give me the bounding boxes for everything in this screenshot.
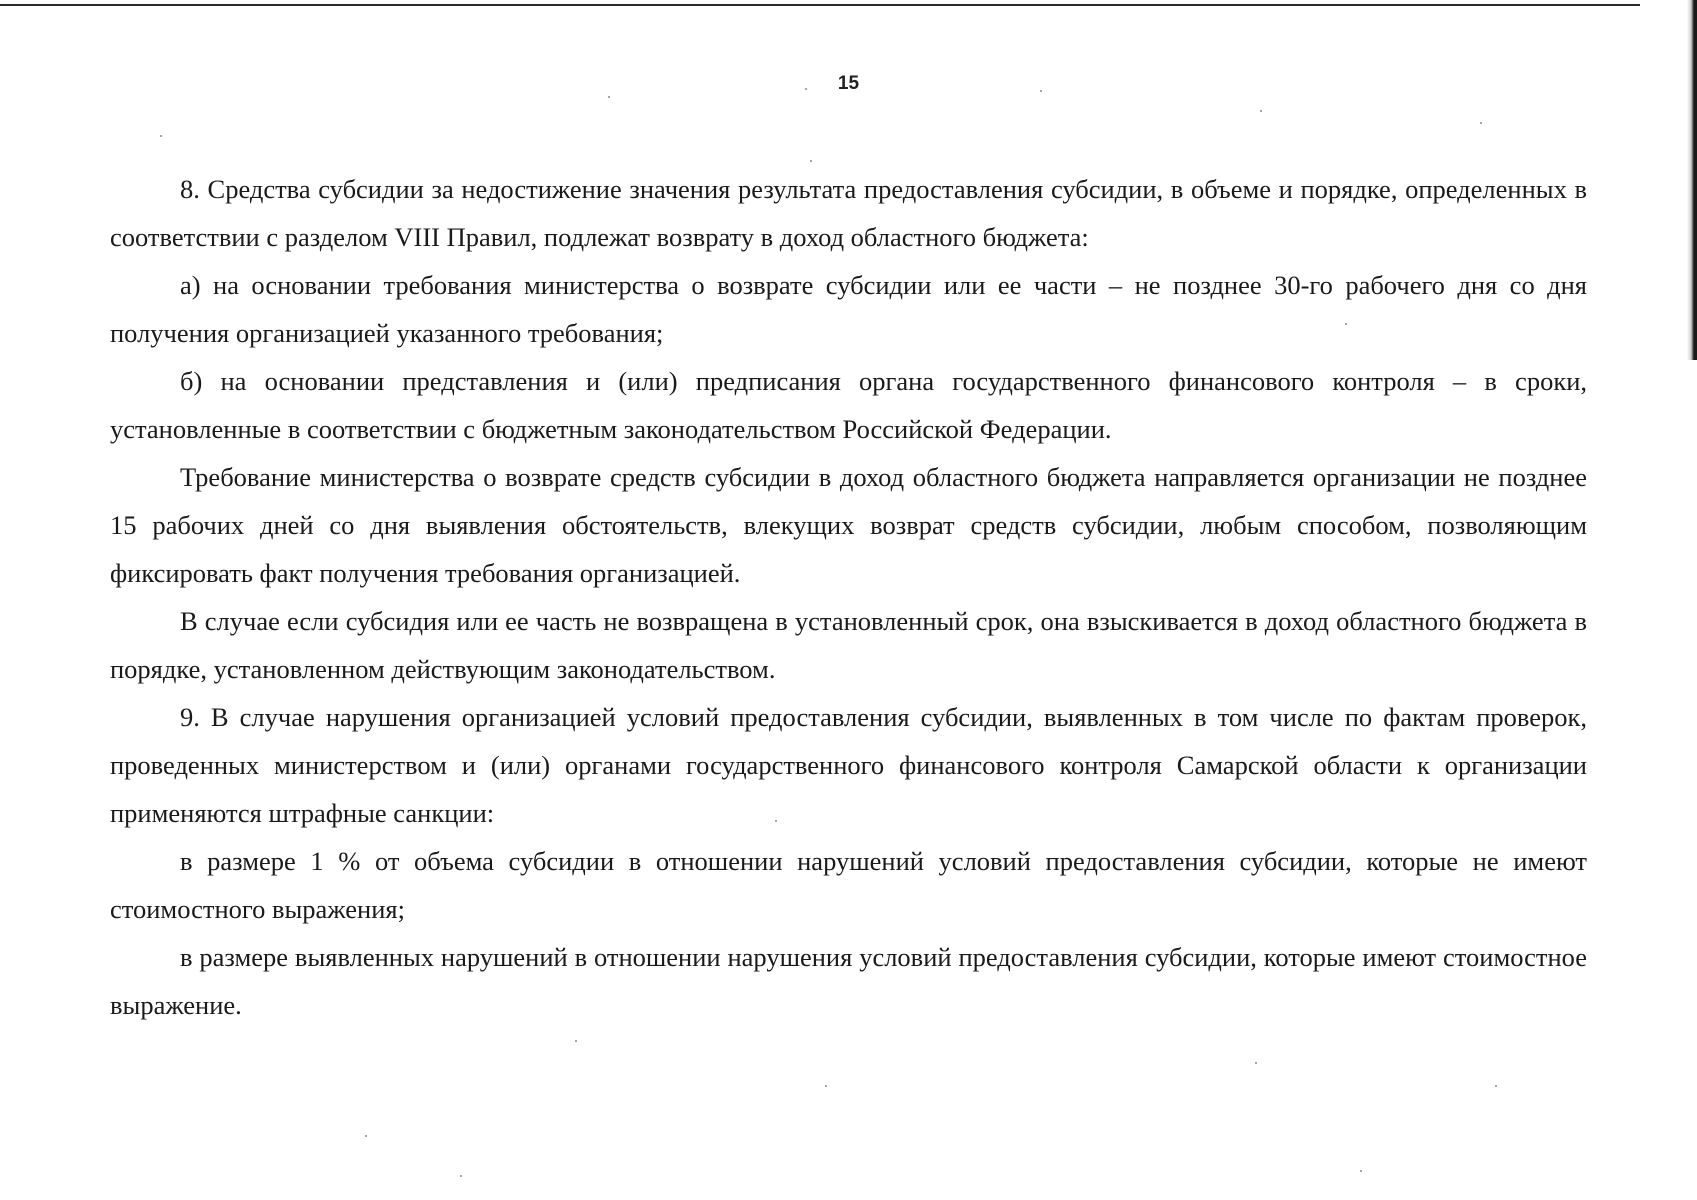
scan-speck — [1345, 323, 1347, 325]
document-body — [110, 165, 1587, 1029]
scan-speck — [160, 135, 162, 137]
top-border-line — [0, 4, 1640, 6]
scan-speck — [805, 88, 807, 90]
scan-speck — [1260, 110, 1262, 112]
page-number: 15 — [837, 73, 860, 94]
paragraph-9: 9. В случае нарушения организацией условий предоставления субсидии, выявленных в том числе по фактам проверок, проведенных министерством и (или) органами государственного финансового контроля Самарской области к организации применяются штрафные санкции: — [110, 702, 1587, 828]
scan-speck — [1495, 1085, 1497, 1087]
right-scan-edge — [1687, 0, 1697, 360]
scan-speck — [575, 1040, 577, 1042]
scan-speck — [1040, 90, 1042, 92]
paragraph-9-penalty-1: в размере 1 % от объема субсидии в отношении нарушений условий предоставления субсидии, которые не имеют стоимостного выражения; — [110, 846, 1587, 924]
paragraph-8b: б) на основании представления и (или) предписания органа государственного финансового контроля – в сроки, установленные в соответствии с бюджетным законодательством Российской Федерации. — [110, 366, 1587, 444]
scan-speck — [365, 1135, 367, 1137]
scan-speck — [1480, 122, 1482, 124]
scan-speck — [825, 1085, 827, 1087]
paragraph-ministry-demand: Требование министерства о возврате средств субсидии в доход областного бюджета направляется организации не позднее 15 рабочих дней со дня выявления обстоятельств, влекущих возврат средств субсидии, любым способом, позволяющим фиксировать факт получения требования организацией. — [110, 462, 1587, 588]
scan-speck — [775, 820, 777, 822]
paragraph-9-penalty-2: в размере выявленных нарушений в отношении нарушения условий предоставления субсидии, которые имеют стоимостное выражение. — [110, 942, 1587, 1020]
scan-speck — [1360, 1170, 1362, 1172]
scan-speck — [1255, 1062, 1257, 1064]
scan-speck — [608, 96, 610, 98]
scan-speck — [810, 160, 812, 162]
paragraph-recovery: В случае если субсидия или ее часть не возвращена в установленный срок, она взыскивается в доход областного бюджета в порядке, установленном действующим законодательством. — [110, 606, 1587, 684]
paragraph-8: 8. Средства субсидии за недостижение значения результата предоставления субсидии, в объеме и порядке, определенных в соответствии с разделом VIII Правил, подлежат возврату в доход областного бюджета: — [110, 174, 1587, 252]
scan-speck — [460, 1175, 462, 1177]
paragraph-8a: а) на основании требования министерства о возврате субсидии или ее части – не позднее 30-го рабочего дня со дня получения организацией указанного требования; — [110, 270, 1587, 348]
